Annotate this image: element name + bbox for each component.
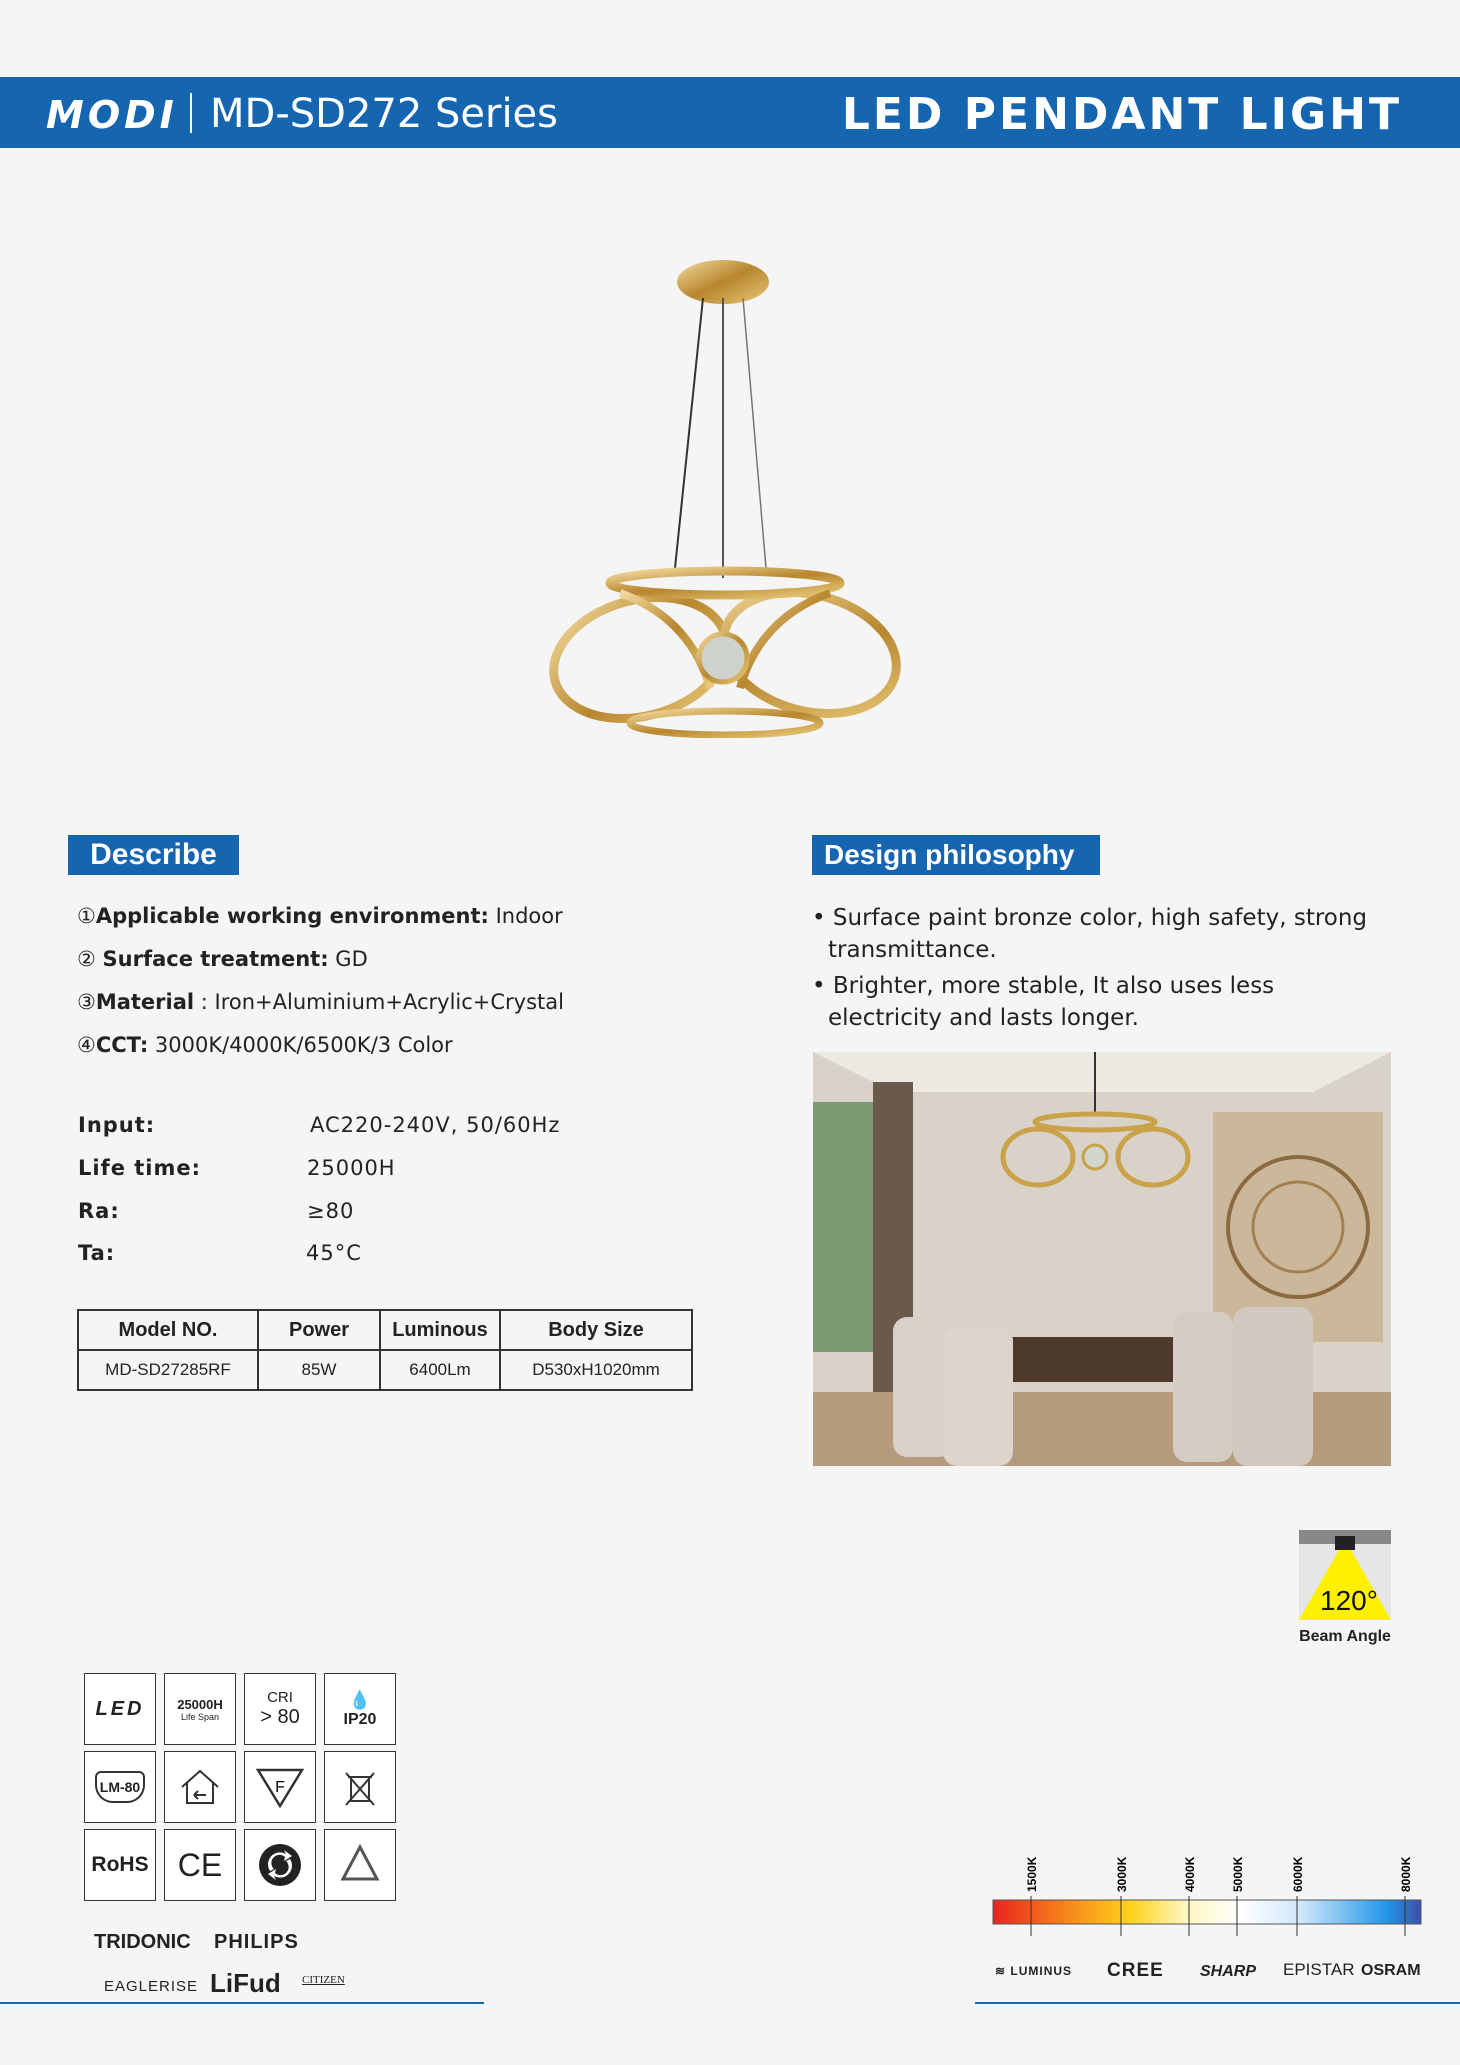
beam-angle-label: Beam Angle xyxy=(1299,1628,1391,1645)
table-header-row xyxy=(78,1310,692,1350)
beam-angle-value: 120° xyxy=(1320,1585,1378,1616)
spec-value-ta: 45°C xyxy=(306,1241,362,1265)
table-header: Body Size xyxy=(500,1310,692,1350)
series-title: MD-SD272 Series xyxy=(210,91,559,137)
brand-osram: OSRAM xyxy=(1361,1962,1421,1979)
brand-epistar: EPISTAR xyxy=(1283,1960,1355,1979)
cri-icon: CRI > 80 xyxy=(244,1673,316,1745)
brand-citizen: CITIZEN xyxy=(302,1974,345,1986)
ceiling-canopy xyxy=(677,260,769,304)
footer-line-right xyxy=(975,2002,1460,2004)
spec-value-ra: ≥80 xyxy=(307,1199,355,1223)
beam-angle-icon xyxy=(1299,1530,1391,1620)
table-header: Power xyxy=(258,1310,380,1350)
ce-icon: CE xyxy=(164,1829,236,1901)
spec-label-ra: Ra: xyxy=(78,1199,120,1223)
product-type: LED PENDANT LIGHT xyxy=(841,89,1402,140)
brand-logo: MODI xyxy=(46,93,178,137)
table-cell: MD-SD27285RF xyxy=(78,1350,258,1390)
cct-tick-label: 1500K xyxy=(1025,1856,1039,1892)
indoor-use-icon xyxy=(164,1751,236,1823)
table-header: Luminous xyxy=(380,1310,500,1350)
cct-tick-label: 6000K xyxy=(1291,1856,1305,1892)
product-image xyxy=(540,258,920,738)
table-cell: 6400Lm xyxy=(380,1350,500,1390)
footer-line-left xyxy=(0,2002,484,2004)
cct-tick-label: 4000K xyxy=(1183,1856,1197,1892)
brand-sharp: SHARP xyxy=(1200,1963,1257,1980)
lifespan-icon: 25000H Life Span xyxy=(164,1673,236,1745)
lm80-icon: LM-80 xyxy=(84,1751,156,1823)
cct-tick-label: 5000K xyxy=(1231,1856,1245,1892)
svg-text:F: F xyxy=(275,1779,285,1796)
led-icon: LED xyxy=(84,1673,156,1745)
cct-tick-label: 3000K xyxy=(1115,1856,1129,1892)
model-table xyxy=(77,1309,693,1391)
room-scene-image xyxy=(813,1052,1391,1466)
cct-gradient-bar xyxy=(993,1900,1421,1924)
brand-tridonic: TRIDONIC xyxy=(94,1931,191,1953)
describe-item-environment: ①Applicable working environment: Indoor xyxy=(77,904,563,928)
spec-label-ta: Ta: xyxy=(78,1241,116,1265)
design-title: Design philosophy xyxy=(812,835,1100,875)
brand-philips: PHILIPS xyxy=(214,1931,299,1953)
spec-label-lifetime: Life time: xyxy=(78,1156,202,1180)
spec-value-input: AC220-240V, 50/60Hz xyxy=(310,1113,561,1137)
cct-scale xyxy=(985,1840,1425,1950)
table-header: Model NO. xyxy=(78,1310,258,1350)
spec-label-input: Input: xyxy=(78,1113,156,1137)
header-bar xyxy=(0,77,1460,148)
brand-lifud: LiFud xyxy=(210,1968,281,1998)
brand-eaglerise: EAGLERISE xyxy=(104,1978,199,1995)
green-dot-icon xyxy=(244,1829,316,1901)
header-divider xyxy=(190,93,192,133)
design-bullet: • Brighter, more stable, It also uses less electricity and lasts longer. xyxy=(812,973,1275,1031)
recycle-icon xyxy=(324,1829,396,1901)
describe-item-material: ③Material : Iron+Aluminium+Acrylic+Crystal xyxy=(77,990,564,1014)
water-drop-icon: 💧 xyxy=(348,1689,372,1710)
spec-value-lifetime: 25000H xyxy=(307,1156,396,1180)
describe-item-surface: ② Surface treatment: GD xyxy=(77,947,368,971)
table-cell: 85W xyxy=(258,1350,380,1390)
brand-cree: CREE xyxy=(1107,1960,1164,1981)
table-row xyxy=(78,1350,692,1390)
cct-tick-label: 8000K xyxy=(1399,1856,1413,1892)
f-mark-icon xyxy=(244,1751,316,1823)
describe-title: Describe xyxy=(68,835,239,875)
rohs-icon: RoHS xyxy=(84,1829,156,1901)
describe-item-cct: ④CCT: 3000K/4000K/6500K/3 Color xyxy=(77,1033,453,1057)
brand-luminus: ≋ LUMINUS xyxy=(995,1964,1073,1978)
table-cell: D530xH1020mm xyxy=(500,1350,692,1390)
design-bullet: • Surface paint bronze color, high safety, strong transmittance. xyxy=(812,905,1368,963)
weee-bin-icon xyxy=(324,1751,396,1823)
ip20-icon: 💧 IP20 xyxy=(324,1673,396,1745)
